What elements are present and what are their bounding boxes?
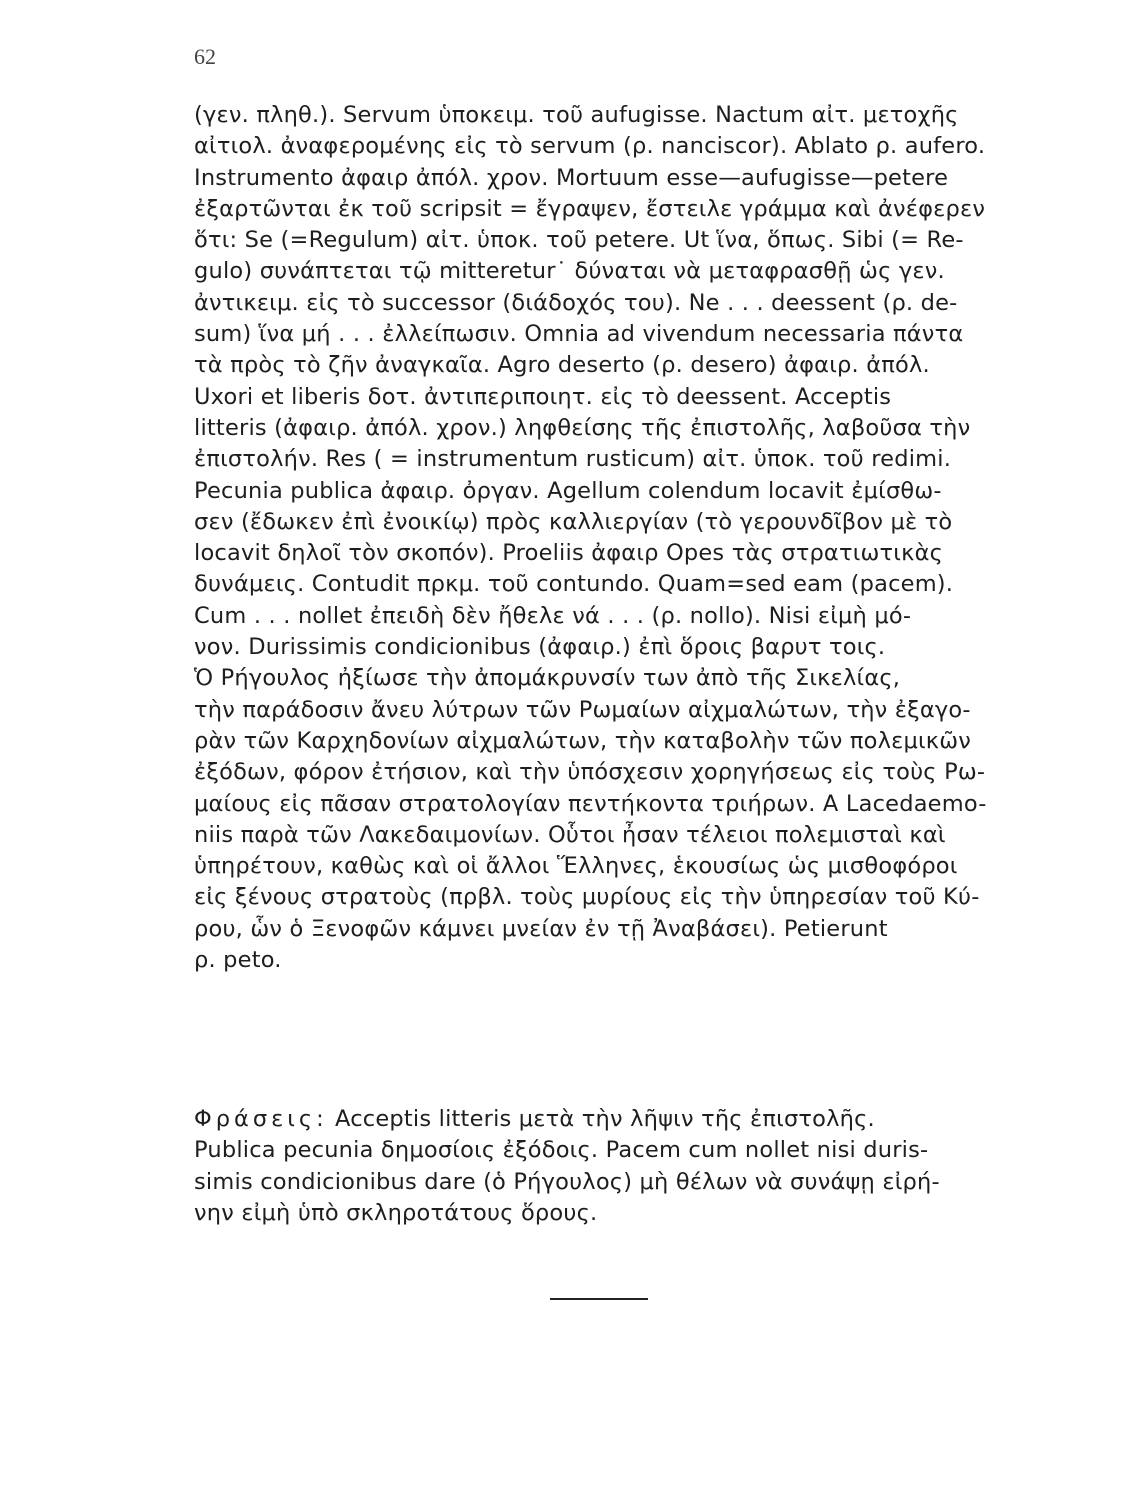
text-line: ἐξαρτῶνται ἐκ τοῦ scripsit = ἔγραψεν, ἔστειλε γράμμα καὶ ἀνέφερεν xyxy=(194,195,986,222)
text-line: Pecunia publica ἀφαιρ. ὀργαν. Agellum colendum locavit ἐμίσθω- xyxy=(194,477,942,504)
phrases-section xyxy=(194,1104,1084,1229)
text-line: σεν (ἔδωκεν ἐπὶ ἐνοικίῳ) πρὸς καλλιεργίαν (τὸ γερουνδῖβον μὲ τὸ xyxy=(194,508,953,535)
text-line: εἰς ξένους στρατοὺς (πρβλ. τοὺς μυρίους εἰς τὴν ὑπηρεσίαν τοῦ Κύ- xyxy=(194,884,980,911)
text-line: τὴν παράδοσιν ἄνευ λύτρων τῶν Ρωμαίων αἰχμαλώτων, τὴν ἐξαγο- xyxy=(194,696,971,723)
text-line: ρὰν τῶν Καρχηδονίων αἰχμαλώτων, τὴν καταβολὴν τῶν πολεμικῶν xyxy=(194,727,972,754)
text-line: Publica pecunia δημοσίοις ἐξόδοις. Pacem cum nollet nisi duris- xyxy=(194,1137,929,1164)
phrases-first-line xyxy=(194,1104,1084,1135)
text-line: ρου, ὧν ὁ Ξενοφῶν κάμνει μνείαν ἐν τῇ Ἀναβάσει). Petierunt xyxy=(194,915,888,942)
text-line: μαίους εἰς πᾶσαν στρατολογίαν πεντήκοντα τριήρων. A Lacedaemo- xyxy=(194,790,987,817)
text-line: (γεν. πληθ.). Servum ὑποκειμ. τοῦ aufugisse. Nactum αἰτ. μετοχῆς xyxy=(194,102,959,128)
text-line: gulo) συνάπτεται τῷ mitteretur˙ δύναται νὰ μεταφρασθῇ ὡς γεν. xyxy=(194,258,945,285)
text-line: δυνάμεις. Contudit πρκμ. τοῦ contundo. Quam=sed eam (pacem). xyxy=(194,571,954,598)
text-line: νην εἰμὴ ὑπὸ σκληροτάτους ὅρους. xyxy=(194,1199,598,1226)
text-line: Uxori et liberis δοτ. ἀντιπεριποιητ. εἰς τὸ deessent. Acceptis xyxy=(194,383,892,410)
text-line: Instrumento ἀφαιρ ἀπόλ. χρον. Mortuum esse—aufugisse—petere xyxy=(194,164,949,191)
page-number: 62 xyxy=(194,44,216,69)
text-line: τὰ πρὸς τὸ ζῆν ἀναγκαῖα. Agro deserto (ρ. desero) ἀφαιρ. ἀπόλ. xyxy=(194,352,930,379)
text-line: ὅτι: Se (=Regulum) αἰτ. ὑποκ. τοῦ petere. Ut ἵνα, ὅπως. Sibi (= Re- xyxy=(194,227,964,254)
text-line: ρ. peto. xyxy=(194,947,282,974)
section-divider xyxy=(550,1298,648,1300)
text-line: ὑπηρέτουν, καθὼς καὶ οἱ ἄλλοι Ἕλληνες, ἑκουσίως ὡς μισθοφόροι xyxy=(194,853,958,880)
text-line: νον. Durissimis condicionibus (ἀφαιρ.) ἐπὶ ὅροις βαρυτ τοις. xyxy=(194,634,886,661)
text-line: αἰτιολ. ἀναφερομένης εἰς τὸ servum (ρ. nanciscor). Ablato ρ. aufero. xyxy=(194,133,986,160)
text-line: Acceptis litteris μετὰ τὴν λῆψιν τῆς ἐπιστολῆς. xyxy=(335,1106,875,1132)
text-line: Ὁ Ρήγουλος ἠξίωσε τὴν ἀπομάκρυνσίν των ἀπὸ τῆς Σικελίας, xyxy=(194,665,901,692)
text-line: litteris (ἀφαιρ. ἀπόλ. χρον.) ληφθείσης τῆς ἐπιστολῆς, λαβοῦσα τὴν xyxy=(194,414,971,441)
text-line: locavit δηλοῖ τὸν σκοπόν). Proeliis ἀφαιρ Opes τὰς στρατιωτικὰς xyxy=(194,540,944,567)
text-line: sum) ἵνα μή . . . ἐλλείπωσιν. Omnia ad vivendum necessaria πάντα xyxy=(194,321,964,348)
commentary-text xyxy=(194,100,1084,976)
text-line: ἐπιστολήν. Res ( = instrumentum rusticum) αἰτ. ὑποκ. τοῦ redimi. xyxy=(194,446,952,473)
text-line: simis condicionibus dare (ὁ Ρήγουλος) μὴ θέλων νὰ συνάψῃ εἰρή- xyxy=(194,1168,940,1195)
text-line: ἀντικειμ. εἰς τὸ successor (διάδοχός του). Ne . . . deessent (ρ. de- xyxy=(194,289,958,316)
phrases-heading: Φράσεις: xyxy=(194,1106,328,1132)
text-line: niis παρὰ τῶν Λακεδαιμονίων. Οὗτοι ἦσαν τέλειοι πολεμισταὶ καὶ xyxy=(194,821,946,848)
text-line: Cum . . . nollet ἐπειδὴ δὲν ἤθελε νά . . . (ρ. nollo). Nisi εἰμὴ μό- xyxy=(194,602,912,629)
text-line: ἐξόδων, φόρον ἐτήσιον, καὶ τὴν ὑπόσχεσιν χορηγήσεως εἰς τοὺς Ρω- xyxy=(194,759,986,786)
